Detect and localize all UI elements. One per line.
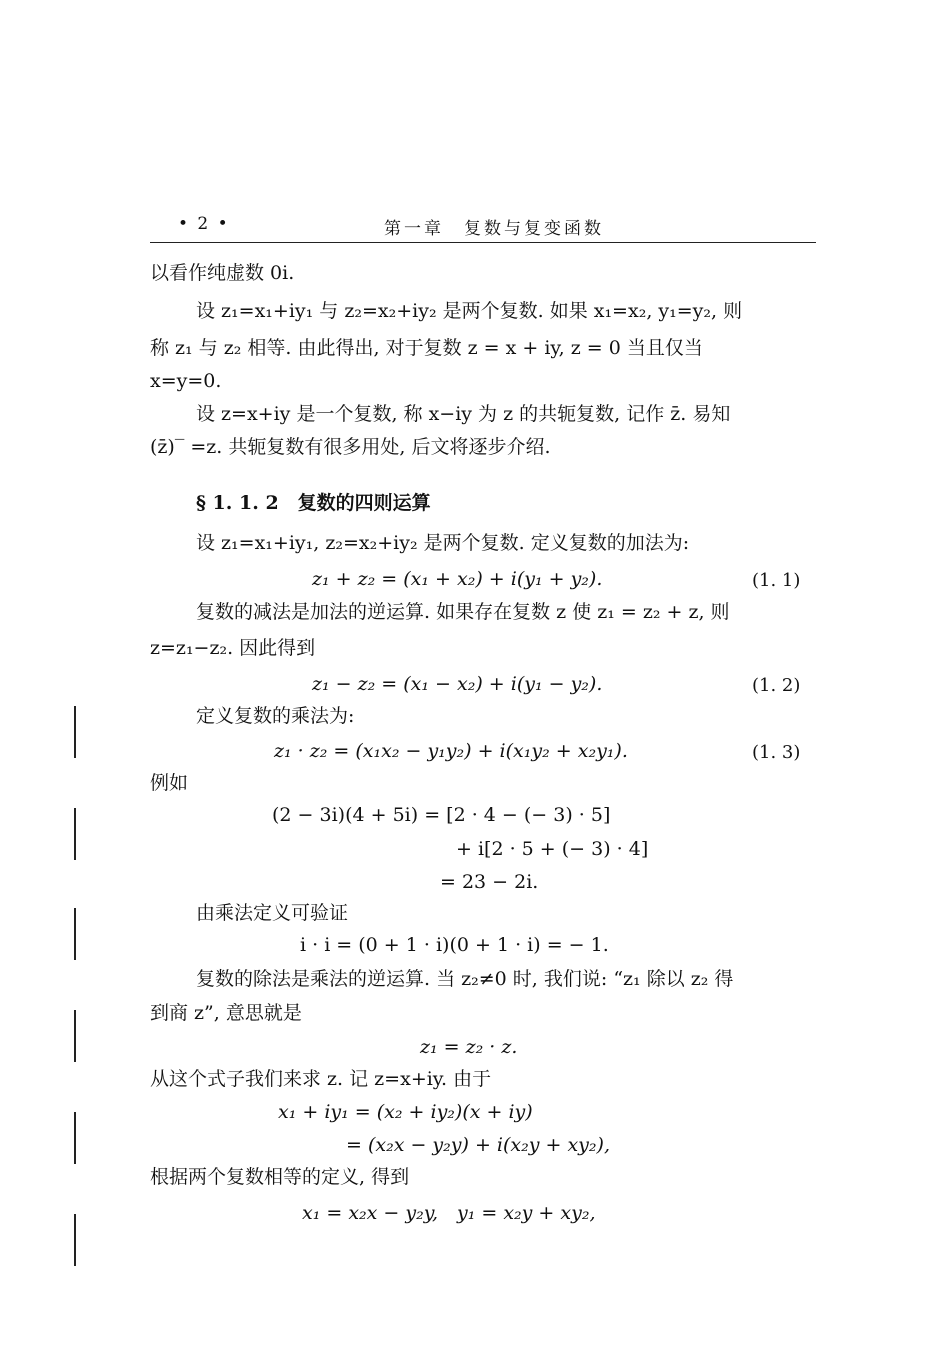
text-line: 设 z=x+iy 是一个复数, 称 x−iy 为 z 的共轭复数, 记作 z̄. 易知	[196, 403, 731, 425]
text-line: 由乘法定义可验证	[196, 902, 349, 924]
margin-bar	[74, 706, 76, 758]
equation-system: x₁ = x₂x − y₂y, y₁ = x₂y + xy₂,	[302, 1202, 596, 1224]
margin-bar	[74, 1010, 76, 1062]
header-rule	[150, 242, 816, 243]
equation-1-2: z₁ − z₂ = (x₁ − x₂) + i(y₁ − y₂).	[312, 673, 603, 695]
equation-tag: (1. 2)	[752, 675, 801, 696]
equation-expand-1: x₁ + iy₁ = (x₂ + iy₂)(x + iy)	[278, 1101, 533, 1123]
equation-1-1: z₁ + z₂ = (x₁ + x₂) + i(y₁ + y₂).	[312, 568, 603, 590]
text-line: 定义复数的乘法为:	[196, 705, 355, 727]
equation-expand-2: = (x₂x − y₂y) + i(x₂y + xy₂),	[346, 1134, 610, 1156]
equation-tag: (1. 3)	[752, 742, 801, 763]
text-line: 称 z₁ 与 z₂ 相等. 由此得出, 对于复数 z = x + iy, z = 0 当且仅当	[150, 337, 703, 359]
example-line-2: + i[2 · 5 + (− 3) · 4]	[456, 838, 649, 860]
text-line: 例如	[150, 772, 189, 794]
section-heading: § 1. 1. 2 复数的四则运算	[196, 492, 431, 514]
text-line: (z̄)‾ =z. 共轭复数有很多用处, 后文将逐步介绍.	[150, 436, 551, 458]
margin-bar	[74, 808, 76, 860]
equation-i-squared: i · i = (0 + 1 · i)(0 + 1 · i) = − 1.	[300, 934, 609, 956]
text-line: 设 z₁=x₁+iy₁, z₂=x₂+iy₂ 是两个复数. 定义复数的加法为:	[196, 532, 690, 554]
text-line: z=z₁−z₂. 因此得到	[150, 637, 316, 659]
margin-bar	[74, 1214, 76, 1266]
running-header: 第一章 复数与复变函数	[384, 219, 604, 239]
text-line: 从这个式子我们来求 z. 记 z=x+iy. 由于	[150, 1068, 492, 1090]
text-line: 以看作纯虚数 0i.	[150, 262, 295, 284]
text-line: 复数的除法是乘法的逆运算. 当 z₂≠0 时, 我们说: “z₁ 除以 z₂ 得	[196, 968, 734, 990]
example-line-3: = 23 − 2i.	[440, 871, 539, 893]
margin-bar	[74, 908, 76, 960]
margin-bar	[74, 1112, 76, 1164]
text-line: 到商 z”, 意思就是	[150, 1002, 302, 1024]
text-line: 设 z₁=x₁+iy₁ 与 z₂=x₂+iy₂ 是两个复数. 如果 x₁=x₂, y₁=y₂, 则	[196, 300, 743, 322]
text-line: 根据两个复数相等的定义, 得到	[150, 1166, 410, 1188]
equation-division: z₁ = z₂ · z.	[420, 1036, 518, 1058]
equation-tag: (1. 1)	[752, 570, 801, 591]
text-line: 复数的减法是加法的逆运算. 如果存在复数 z 使 z₁ = z₂ + z, 则	[196, 601, 730, 623]
text-line: x=y=0.	[150, 370, 222, 392]
equation-1-3: z₁ · z₂ = (x₁x₂ − y₁y₂) + i(x₁y₂ + x₂y₁).	[274, 740, 628, 762]
example-line-1: (2 − 3i)(4 + 5i) = [2 · 4 − (− 3) · 5]	[272, 804, 611, 826]
page-number: • 2 •	[178, 214, 230, 234]
